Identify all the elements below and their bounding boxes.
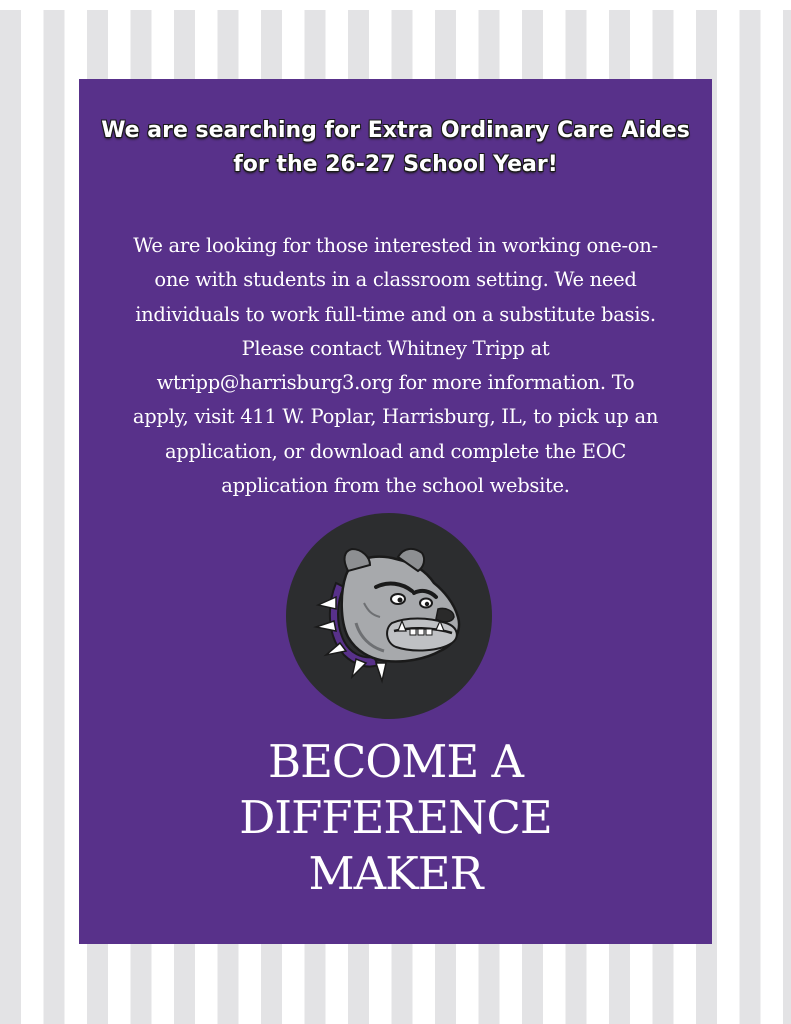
headline-line-1: We are searching for Extra Ordinary Care Aides xyxy=(101,118,690,143)
call-to-action xyxy=(79,734,712,902)
cta-line-2: DIFFERENCE xyxy=(239,791,552,844)
cta-line-3: MAKER xyxy=(308,847,483,900)
top-border xyxy=(0,0,791,10)
headline xyxy=(79,114,712,182)
bulldog-mascot-icon xyxy=(286,513,492,719)
headline-line-2: for the 26-27 School Year! xyxy=(233,152,558,177)
flyer-panel xyxy=(79,79,712,944)
cta-line-1: BECOME A xyxy=(268,735,523,788)
body-copy: We are looking for those interested in working one-on- one with students in a classroom setting. We need individuals to work full-time and on a substitute basis. Please contact Whitney Tripp at wtripp@harrisburg3.org for more information. To apply, visit 411 W. Poplar, Harrisburg, IL, to pick up an application, or download and complete the EOC application from the school website. xyxy=(132,234,659,498)
emblem-circle xyxy=(286,513,492,719)
